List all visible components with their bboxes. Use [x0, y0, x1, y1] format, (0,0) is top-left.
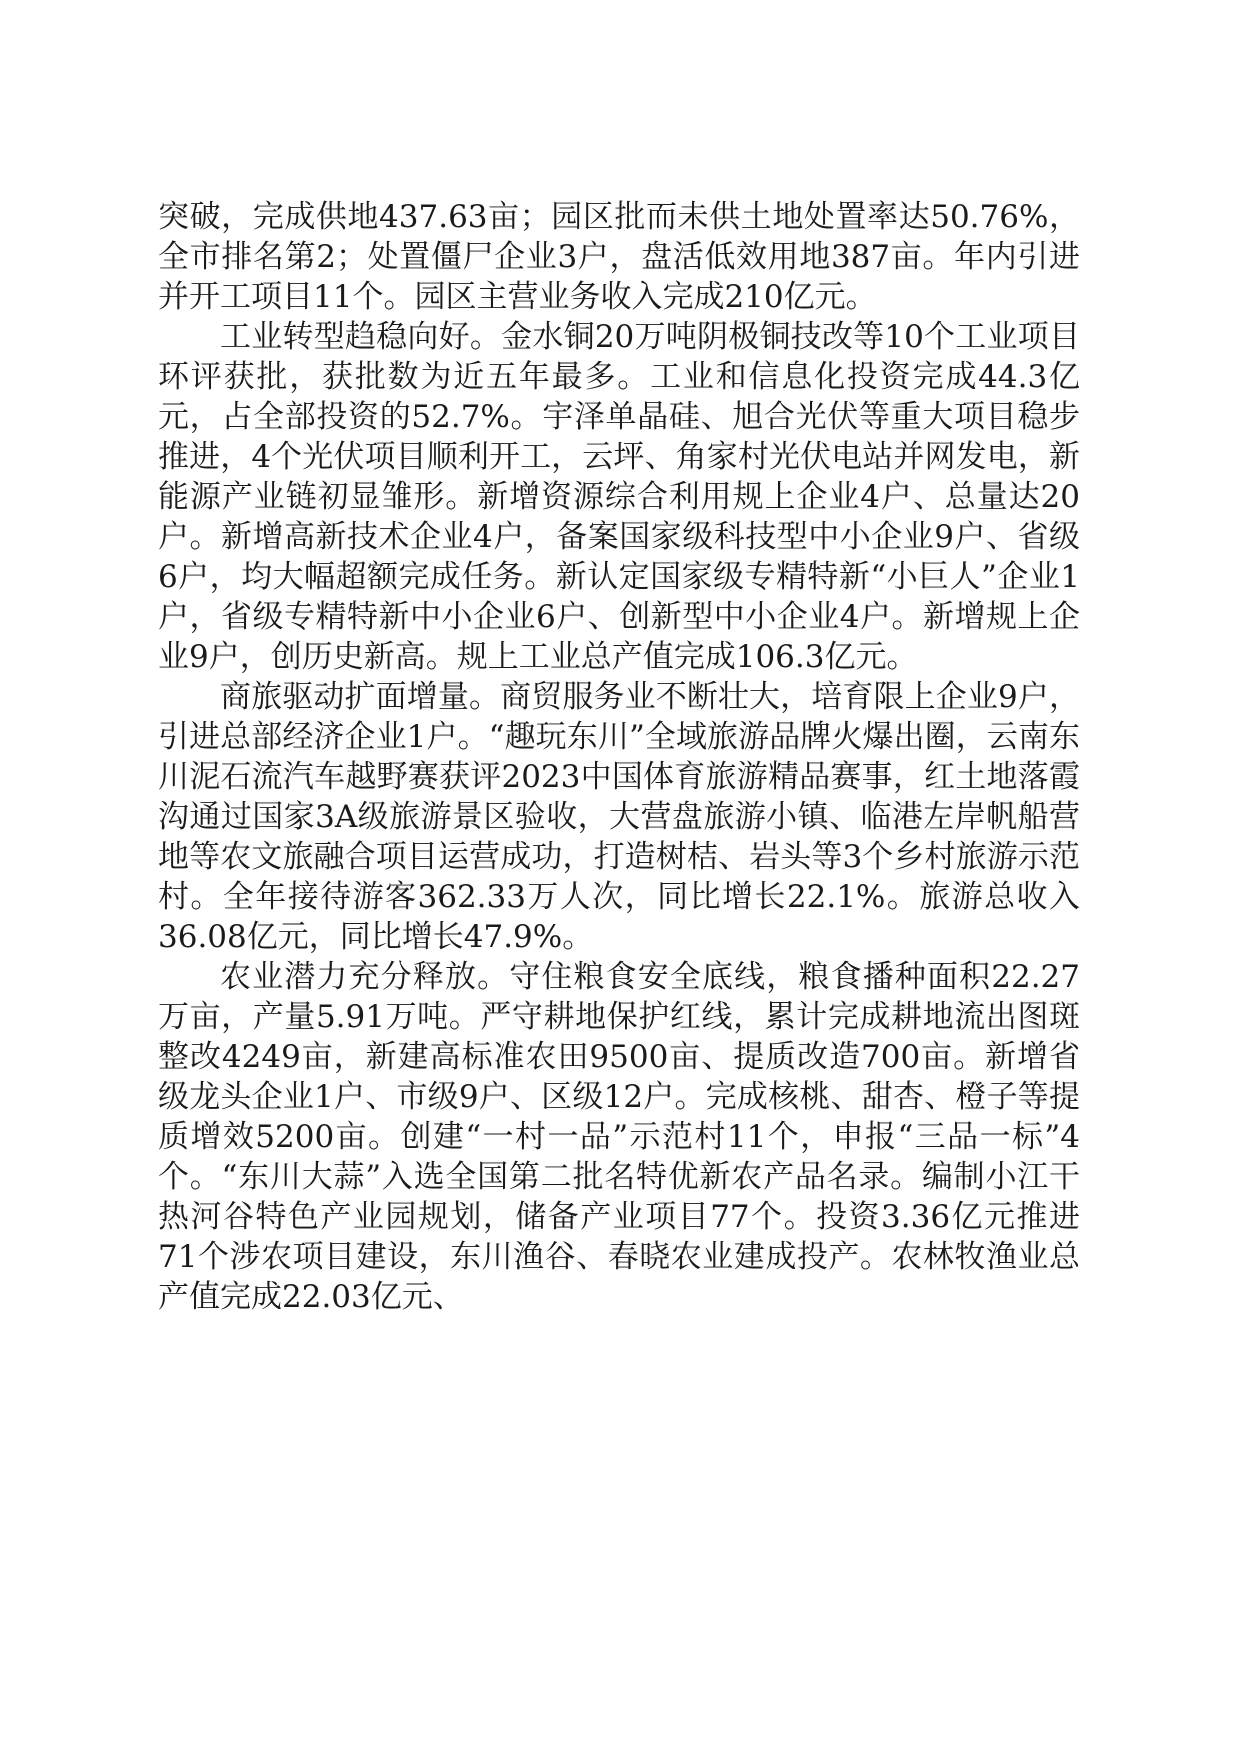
paragraph-industry: 工业转型趋稳向好。金水铜20万吨阴极铜技改等10个工业项目环评获批，获批数为近五年最多。工业和信息化投资完成44.3亿元，占全部投资的52.7%。宇泽单晶硅、旭合光伏等重大项目稳步推进，4个光伏项目顺利开工，云坪、角家村光伏电站并网发电，新能源产业链初显雏形。新增资源综合利用规上企业4户、总量达20户。新增高新技术企业4户，备案国家级科技型中小企业9户、省级6户，均大幅超额完成任务。新认定国家级专精特新“小巨人”企业1户，省级专精特新中小企业6户、创新型中小企业4户。新增规上企业9户，创历史新高。规上工业总产值完成106.3亿元。 — [158, 319, 1080, 675]
document-page — [158, 197, 1080, 1317]
paragraph-agriculture: 农业潜力充分释放。守住粮食安全底线，粮食播种面积22.27万亩，产量5.91万吨。严守耕地保护红线，累计完成耕地流出图斑整改4249亩，新建高标准农田9500亩、提质改造700亩。新增省级龙头企业1户、市级9户、区级12户。完成核桃、甜杏、橙子等提质增效5200亩。创建“一村一品”示范村11个，申报“三品一标”4个。“东川大蒜”入选全国第二批名特优新农产品名录。编制小江干热河谷特色产业园规划，储备产业项目77个。投资3.36亿元推进71个涉农项目建设，东川渔谷、春晓农业建成投产。农林牧渔业总产值完成22.03亿元、 — [158, 959, 1080, 1315]
paragraph-park-land: 突破，完成供地437.63亩；园区批而未供土地处置率达50.76%，全市排名第2；处置僵尸企业3户，盘活低效用地387亩。年内引进并开工项目11个。园区主营业务收入完成210亿元。 — [158, 199, 1080, 315]
paragraph-commerce-tourism: 商旅驱动扩面增量。商贸服务业不断壮大，培育限上企业9户，引进总部经济企业1户。“趣玩东川”全域旅游品牌火爆出圈，云南东川泥石流汽车越野赛获评2023中国体育旅游精品赛事，红土地落霞沟通过国家3A级旅游景区验收，大营盘旅游小镇、临港左岸帆船营地等农文旅融合项目运营成功，打造树桔、岩头等3个乡村旅游示范村。全年接待游客362.33万人次，同比增长22.1%。旅游总收入36.08亿元，同比增长47.9%。 — [158, 679, 1080, 955]
